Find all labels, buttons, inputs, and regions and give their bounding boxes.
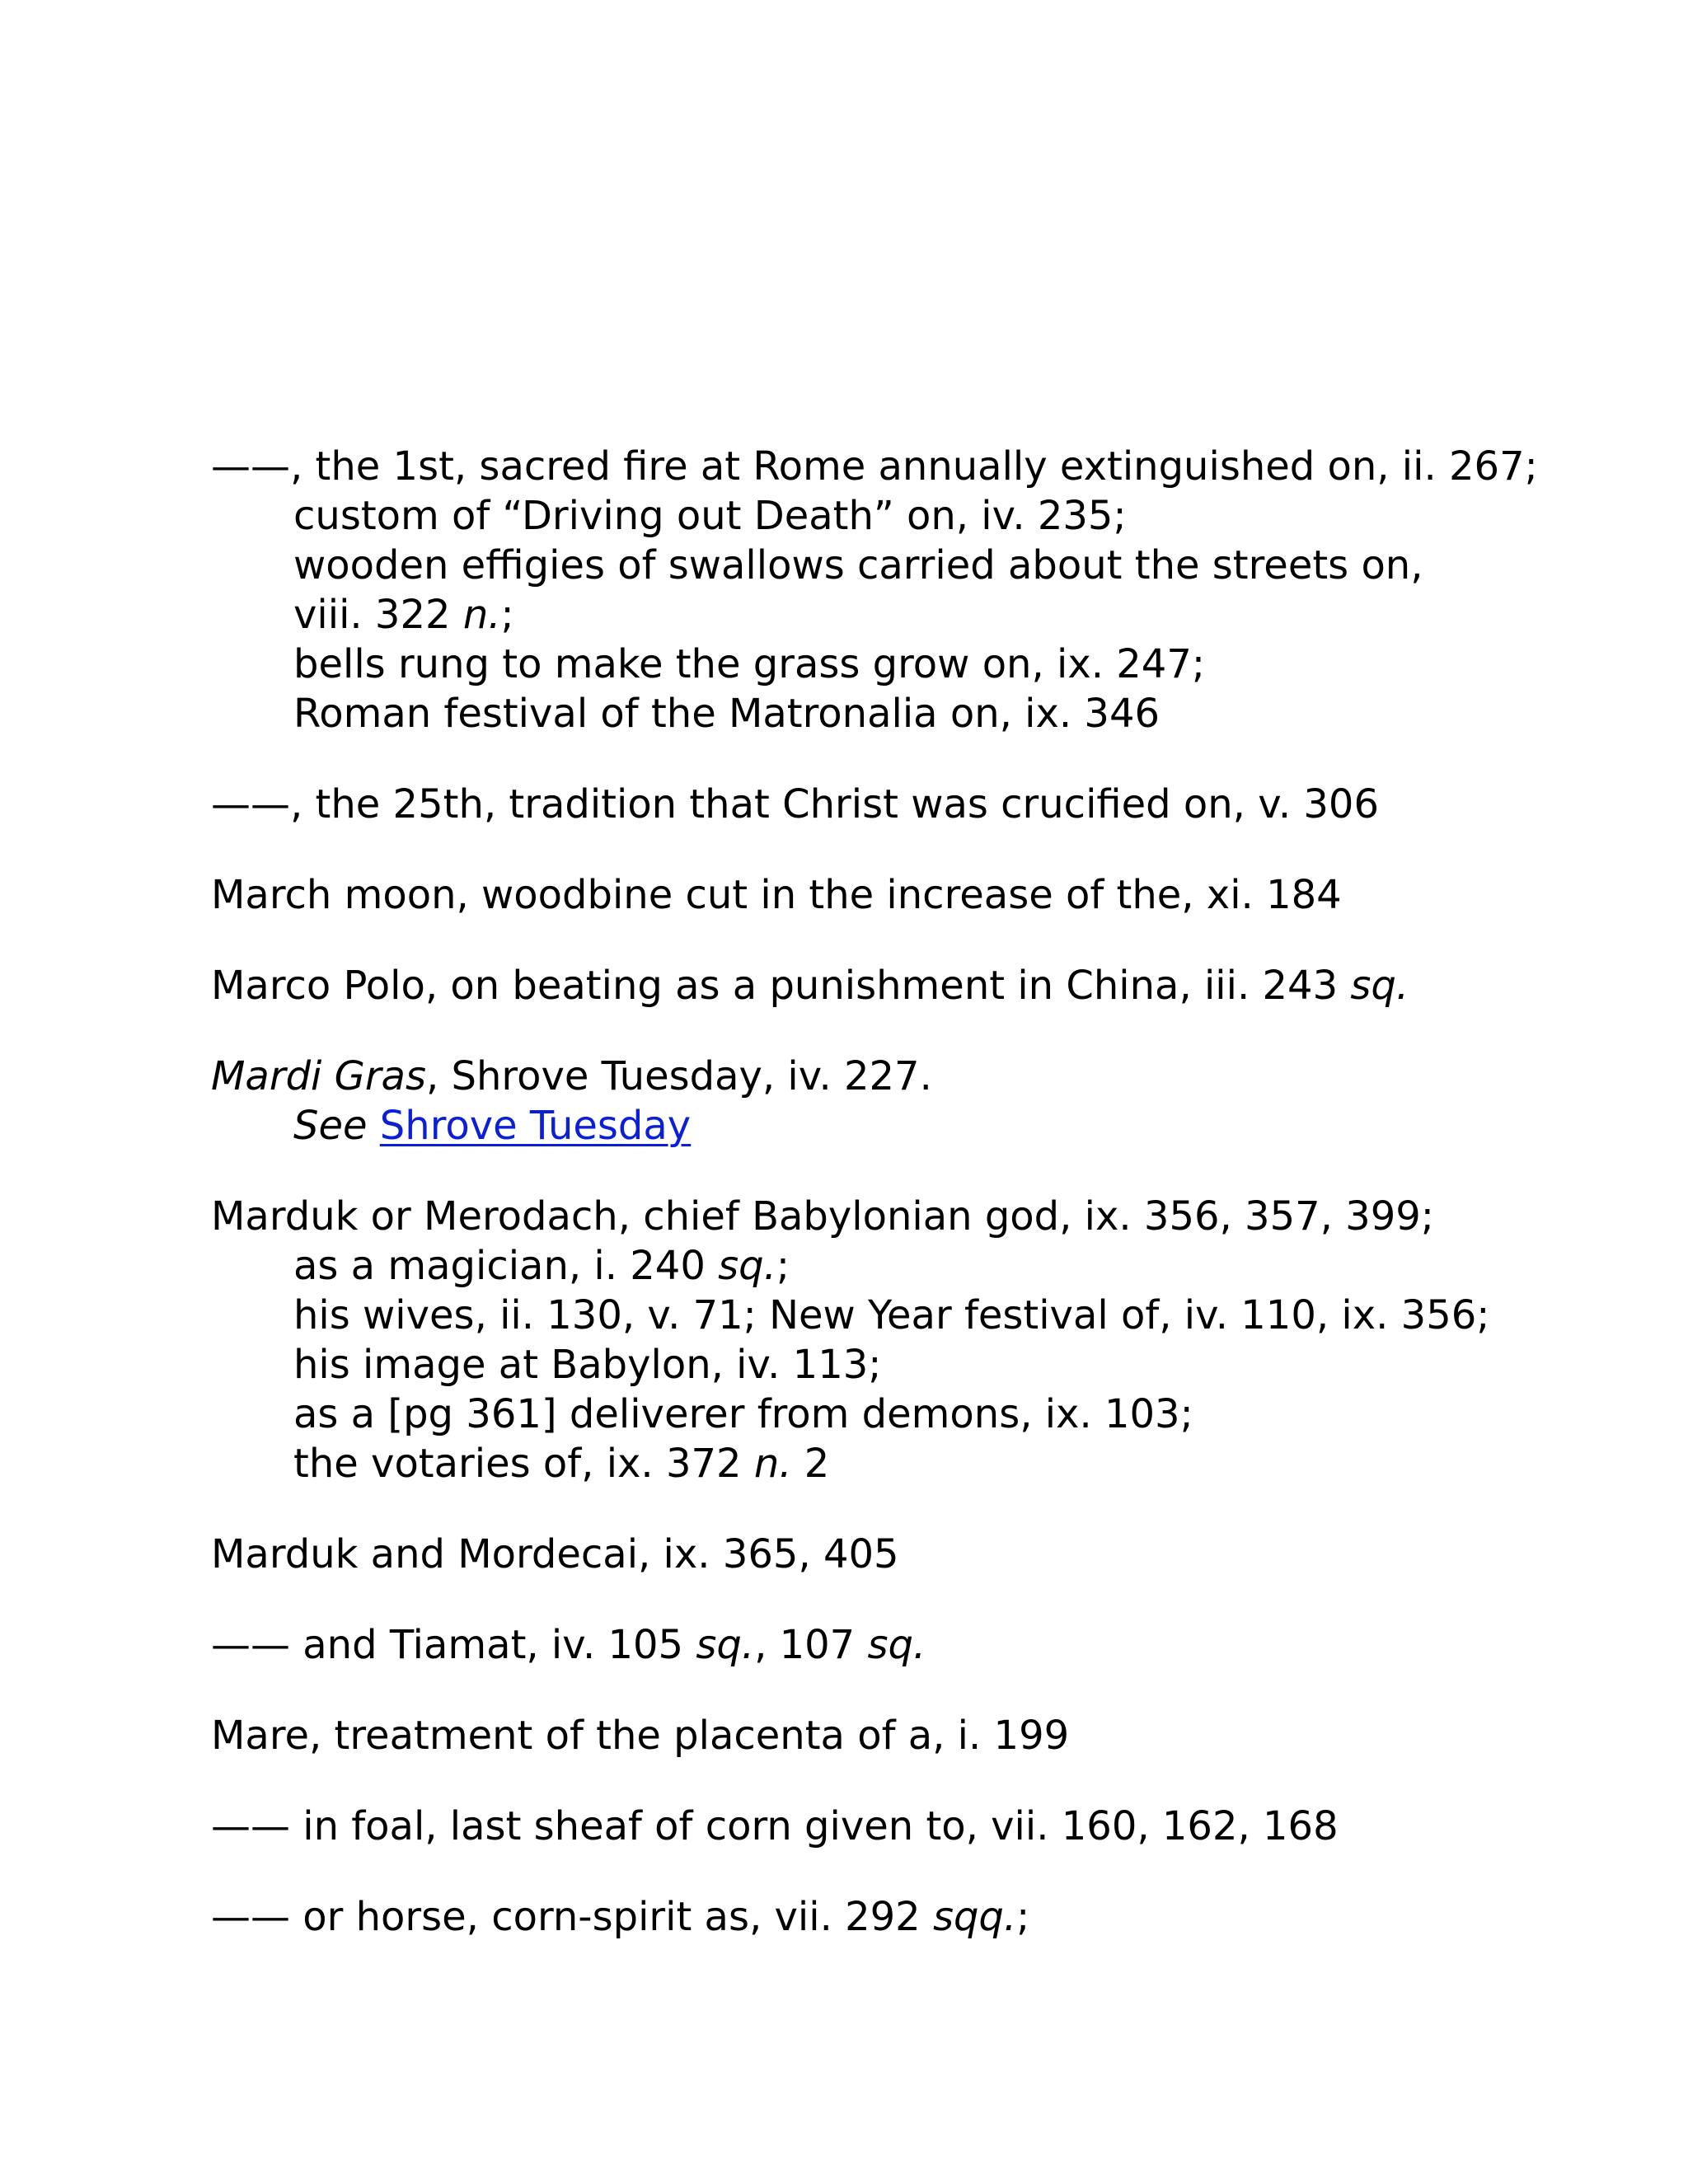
entry-subline: [211, 491, 1497, 541]
entry-heading: [211, 961, 1497, 1010]
index-entry: [211, 1802, 1497, 1851]
italic-text: n.: [462, 592, 501, 638]
entry-heading: [211, 442, 1538, 491]
italic-text: sq.: [718, 1243, 776, 1289]
entry-text: his image at Babylon, iv. 113;: [293, 1342, 882, 1388]
entry-subline: [211, 1439, 1497, 1488]
entry-text: Marduk or Merodach, chief Babylonian god, ix. 356, 357, 399;: [211, 1193, 1434, 1240]
entry-text: Marco Polo, on beating as a punishment in China, iii. 243: [211, 963, 1351, 1009]
italic-text: sq.: [696, 1622, 755, 1668]
entry-text: ——, the 25th, tradition that Christ was crucified on, v. 306: [211, 781, 1380, 827]
index-entry: [211, 780, 1497, 829]
entry-text: as a magician, i. 240: [293, 1243, 719, 1289]
entry-text: , 107: [754, 1622, 868, 1668]
index-entry: [211, 961, 1497, 1010]
italic-text: Mardi Gras: [211, 1053, 426, 1099]
italic-text: sqq.: [932, 1894, 1017, 1940]
entry-text: Mare, treatment of the placenta of a, i. 199: [211, 1713, 1070, 1759]
italic-text: sq.: [867, 1622, 926, 1668]
entry-subline: [211, 1241, 1497, 1291]
entry-text: ;: [776, 1243, 790, 1289]
entry-text: , Shrove Tuesday, iv. 227.: [425, 1053, 932, 1099]
entry-subline: [211, 1101, 1497, 1151]
entry-text: ;: [1016, 1894, 1030, 1940]
italic-text: sq.: [1350, 963, 1409, 1009]
index-entry: [211, 1620, 1497, 1670]
entry-text: March moon, woodbine cut in the increase of the, xi. 184: [211, 872, 1342, 918]
italic-text: See: [293, 1103, 368, 1149]
entry-subline: [211, 1340, 1497, 1390]
entry-heading: [211, 870, 1497, 920]
entry-heading: [211, 1530, 1497, 1579]
entry-text: bells rung to make the grass grow on, ix. 247;: [293, 641, 1206, 687]
entry-heading: [211, 1620, 1497, 1670]
entry-text: custom of “Driving out Death” on, iv. 235;: [293, 493, 1127, 539]
entry-text: ;: [500, 592, 514, 638]
index-entry: [211, 1711, 1497, 1760]
entry-text: the votaries of, ix. 372: [293, 1441, 754, 1487]
entry-text: as a [pg 361] deliverer from demons, ix. 103;: [293, 1391, 1193, 1437]
index-entry: [211, 442, 1538, 738]
entry-heading: [211, 1192, 1497, 1241]
index-page: [211, 442, 1538, 1983]
entry-text: —— and Tiamat, iv. 105: [211, 1622, 696, 1668]
entry-text: Marduk and Mordecai, ix. 365, 405: [211, 1531, 899, 1577]
entry-text: wooden effigies of swallows carried about the streets on, viii. 322: [293, 542, 1423, 638]
index-entry: [211, 1052, 1497, 1151]
entry-text: Roman festival of the Matronalia on, ix. 346: [293, 691, 1160, 737]
entry-text: [368, 1103, 380, 1149]
entry-text: —— in foal, last sheaf of corn given to, vii. 160, 162, 168: [211, 1803, 1339, 1849]
entry-subline: [211, 1291, 1497, 1340]
entry-subline: [211, 689, 1497, 738]
entry-heading: [211, 1892, 1497, 1942]
index-entry: [211, 1892, 1497, 1942]
entry-subline: [211, 640, 1497, 689]
entry-text: —— or horse, corn-spirit as, vii. 292: [211, 1894, 933, 1940]
entry-heading: [211, 780, 1497, 829]
italic-text: n.: [753, 1441, 792, 1487]
entry-text: ——, the 1st, sacred fire at Rome annually extinguished on, ii. 267;: [211, 443, 1538, 490]
entry-subline: [211, 541, 1497, 640]
index-entry: [211, 1192, 1497, 1488]
entry-text: 2: [791, 1441, 830, 1487]
index-entry: [211, 870, 1497, 920]
entry-subline: [211, 1390, 1497, 1439]
cross-reference-link[interactable]: Shrove Tuesday: [379, 1103, 692, 1149]
entry-heading: [211, 1802, 1497, 1851]
entry-text: his wives, ii. 130, v. 71; New Year festival of, iv. 110, ix. 356;: [293, 1292, 1490, 1338]
index-entry: [211, 1530, 1497, 1579]
entry-heading: [211, 1052, 1497, 1101]
entry-heading: [211, 1711, 1497, 1760]
